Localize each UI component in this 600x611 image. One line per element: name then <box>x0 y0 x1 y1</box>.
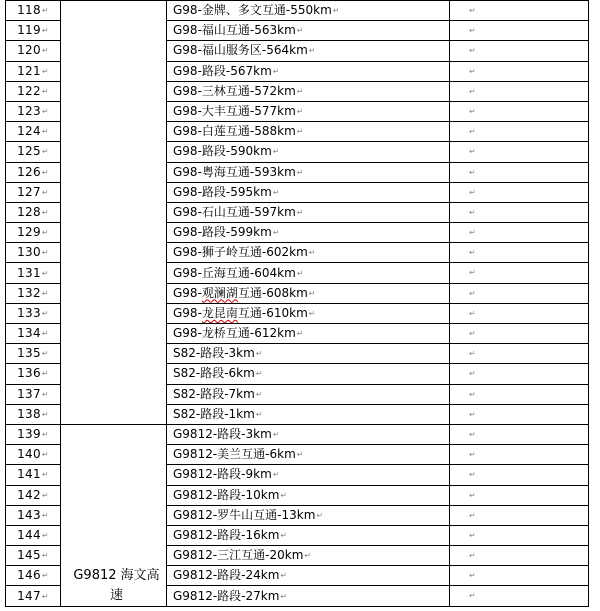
route-group-cell <box>61 424 167 606</box>
paragraph-mark: ↵ <box>41 86 49 96</box>
empty-cell <box>450 162 589 182</box>
empty-cell <box>450 566 589 586</box>
row-number-cell <box>6 364 61 384</box>
paragraph-mark: ↵ <box>469 329 476 338</box>
location-text: G98-大丰互通-577km <box>173 104 296 119</box>
row-number-cell <box>6 1 61 21</box>
row-number-cell <box>6 182 61 202</box>
location-text: G9812-罗牛山互通-13km <box>173 507 316 522</box>
paragraph-mark: ↵ <box>41 268 49 278</box>
paragraph-mark: ↵ <box>41 430 49 440</box>
empty-cell <box>450 21 589 41</box>
paragraph-mark: ↵ <box>469 591 476 601</box>
paragraph-mark: ↵ <box>41 571 49 581</box>
location-cell <box>167 364 450 384</box>
empty-cell <box>450 61 589 81</box>
row-number: 140 <box>17 447 41 462</box>
row-number: 127 <box>17 184 41 199</box>
paragraph-mark: ↵ <box>308 248 316 258</box>
location-cell <box>167 101 450 121</box>
row-number-cell <box>6 142 61 162</box>
paragraph-mark: ↵ <box>296 450 304 460</box>
row-number-cell <box>6 505 61 525</box>
location-text: S82-路段-6km <box>173 366 255 381</box>
location-text: G98-观澜湖互通-608km <box>173 285 308 300</box>
paragraph-mark: ↵ <box>41 167 49 177</box>
row-number-cell <box>6 41 61 61</box>
paragraph-mark: ↵ <box>272 147 280 157</box>
row-number: 135 <box>17 346 41 361</box>
paragraph-mark: ↵ <box>41 187 49 197</box>
paragraph-mark: ↵ <box>332 6 340 16</box>
paragraph-mark: ↵ <box>469 551 476 561</box>
row-number: 134 <box>17 326 41 341</box>
row-number-cell <box>6 525 61 545</box>
row-number: 136 <box>17 366 41 381</box>
location-cell <box>167 303 450 323</box>
location-text: G98-龙昆南互通-610km <box>173 305 308 320</box>
location-text: S82-路段-7km <box>173 386 255 401</box>
row-number: 124 <box>17 124 41 139</box>
empty-cell <box>450 505 589 525</box>
row-number-cell <box>6 61 61 81</box>
paragraph-mark: ↵ <box>41 46 49 56</box>
empty-cell <box>450 1 589 21</box>
paragraph-mark: ↵ <box>41 369 49 379</box>
empty-cell <box>450 404 589 424</box>
paragraph-mark: ↵ <box>41 591 49 601</box>
row-number: 144 <box>17 527 41 542</box>
table-body <box>6 1 589 607</box>
row-number-cell <box>6 101 61 121</box>
paragraph-mark: ↵ <box>280 490 288 500</box>
empty-cell <box>450 445 589 465</box>
row-number-cell <box>6 424 61 444</box>
empty-cell <box>450 586 589 606</box>
empty-cell <box>450 364 589 384</box>
row-number: 132 <box>17 285 41 300</box>
location-cell <box>167 404 450 424</box>
row-number: 126 <box>17 164 41 179</box>
row-number: 129 <box>17 225 41 240</box>
table-row <box>6 1 589 21</box>
empty-cell <box>450 101 589 121</box>
empty-cell <box>450 81 589 101</box>
location-text: G98-路段-567km <box>173 63 272 78</box>
empty-cell <box>450 384 589 404</box>
row-number-cell <box>6 21 61 41</box>
paragraph-mark: ↵ <box>272 430 280 440</box>
location-cell <box>167 505 450 525</box>
paragraph-mark: ↵ <box>41 409 49 419</box>
spellcheck-underline: 龙昆南 <box>201 305 238 320</box>
paragraph-mark: ↵ <box>469 349 476 359</box>
paragraph-mark: ↵ <box>41 6 49 16</box>
location-cell <box>167 21 450 41</box>
paragraph-mark: ↵ <box>41 66 49 76</box>
paragraph-mark: ↵ <box>296 26 304 36</box>
row-number: 145 <box>17 548 41 563</box>
paragraph-mark: ↵ <box>41 389 49 399</box>
location-cell <box>167 283 450 303</box>
empty-cell <box>450 202 589 222</box>
paragraph-mark: ↵ <box>41 510 49 520</box>
paragraph-mark: ↵ <box>41 26 49 36</box>
row-number-cell <box>6 263 61 283</box>
paragraph-mark: ↵ <box>469 450 476 460</box>
paragraph-mark: ↵ <box>41 248 49 258</box>
empty-cell <box>450 142 589 162</box>
location-cell <box>167 566 450 586</box>
paragraph-mark: ↵ <box>304 551 312 561</box>
empty-cell <box>450 223 589 243</box>
location-text: G9812-路段-27km <box>173 588 280 603</box>
location-cell <box>167 243 450 263</box>
location-cell <box>167 586 450 606</box>
row-number: 139 <box>17 427 41 442</box>
location-text: G98-路段-595km <box>173 184 272 199</box>
paragraph-mark: ↵ <box>469 510 476 520</box>
location-text: G98-狮子岭互通-602km <box>173 245 308 260</box>
paragraph-mark: ↵ <box>280 571 288 581</box>
location-text: G9812-三江互通-20km <box>173 548 304 563</box>
spellcheck-underline: 观澜湖 <box>201 285 238 300</box>
paragraph-mark: ↵ <box>469 288 476 298</box>
paragraph-mark: ↵ <box>41 470 49 480</box>
location-table <box>5 0 589 607</box>
row-number: 133 <box>17 305 41 320</box>
row-number-cell <box>6 546 61 566</box>
row-number-cell <box>6 81 61 101</box>
row-number: 121 <box>17 63 41 78</box>
empty-cell <box>450 525 589 545</box>
paragraph-mark: ↵ <box>41 107 49 117</box>
location-text: G9812-路段-16km <box>173 527 280 542</box>
paragraph-mark: ↵ <box>469 490 476 500</box>
row-number-cell <box>6 404 61 424</box>
paragraph-mark: ↵ <box>469 228 476 238</box>
paragraph-mark: ↵ <box>41 308 49 318</box>
location-text: S82-路段-1km <box>173 406 255 421</box>
paragraph-mark: ↵ <box>41 450 49 460</box>
paragraph-mark: ↵ <box>469 6 476 15</box>
paragraph-mark: ↵ <box>255 369 263 379</box>
row-number-cell <box>6 324 61 344</box>
location-cell <box>167 424 450 444</box>
row-number-cell <box>6 223 61 243</box>
location-cell <box>167 525 450 545</box>
paragraph-mark: ↵ <box>469 86 476 96</box>
location-cell <box>167 61 450 81</box>
paragraph-mark: ↵ <box>296 127 304 137</box>
row-number-cell <box>6 344 61 364</box>
paragraph-mark: ↵ <box>296 86 304 96</box>
row-number: 123 <box>17 104 41 119</box>
paragraph-mark: ↵ <box>469 470 476 480</box>
paragraph-mark: ↵ <box>255 409 263 419</box>
row-number: 120 <box>17 43 41 58</box>
paragraph-mark: ↵ <box>469 530 476 540</box>
paragraph-mark: ↵ <box>469 127 476 137</box>
paragraph-mark: ↵ <box>280 530 288 540</box>
row-number-cell <box>6 586 61 606</box>
location-cell <box>167 223 450 243</box>
location-text: G98-丘海互通-604km <box>173 265 296 280</box>
paragraph-mark: ↵ <box>272 66 280 76</box>
row-number-cell <box>6 162 61 182</box>
paragraph-mark: ↵ <box>272 187 280 197</box>
location-cell <box>167 81 450 101</box>
row-number-cell <box>6 445 61 465</box>
row-number: 122 <box>17 83 41 98</box>
row-number: 130 <box>17 245 41 260</box>
row-number: 143 <box>17 507 41 522</box>
location-text: G98-三林互通-572km <box>173 83 296 98</box>
location-text: G9812-路段-9km <box>173 467 272 482</box>
row-number: 138 <box>17 406 41 421</box>
paragraph-mark: ↵ <box>296 107 304 117</box>
location-cell <box>167 384 450 404</box>
paragraph-mark: ↵ <box>272 228 280 238</box>
location-cell <box>167 445 450 465</box>
empty-cell <box>450 485 589 505</box>
paragraph-mark: ↵ <box>255 389 263 399</box>
row-number: 147 <box>17 588 41 603</box>
paragraph-mark: ↵ <box>469 571 476 581</box>
paragraph-mark: ↵ <box>272 470 280 480</box>
location-cell <box>167 142 450 162</box>
paragraph-mark: ↵ <box>469 308 476 318</box>
row-number-cell <box>6 384 61 404</box>
location-cell <box>167 162 450 182</box>
location-text: G98-路段-590km <box>173 144 272 159</box>
location-cell <box>167 263 450 283</box>
paragraph-mark: ↵ <box>296 207 304 217</box>
paragraph-mark: ↵ <box>469 187 476 197</box>
location-text: G98-福山互通-563km <box>173 23 296 38</box>
route-group-label: G9812 海文高速 <box>73 567 160 603</box>
paragraph-mark: ↵ <box>41 288 49 298</box>
table-row <box>6 424 589 444</box>
empty-cell <box>450 546 589 566</box>
paragraph-mark: ↵ <box>255 349 263 359</box>
empty-cell <box>450 283 589 303</box>
paragraph-mark: ↵ <box>308 46 316 56</box>
paragraph-mark: ↵ <box>469 46 476 56</box>
row-number: 146 <box>17 568 41 583</box>
paragraph-mark: ↵ <box>308 308 316 318</box>
paragraph-mark: ↵ <box>469 26 476 36</box>
location-cell <box>167 202 450 222</box>
empty-cell <box>450 243 589 263</box>
location-text: G98-粤海互通-593km <box>173 164 296 179</box>
paragraph-mark: ↵ <box>296 268 304 278</box>
location-cell <box>167 122 450 142</box>
location-text: G98-路段-599km <box>173 225 272 240</box>
location-cell <box>167 485 450 505</box>
location-cell <box>167 324 450 344</box>
row-number: 131 <box>17 265 41 280</box>
empty-cell <box>450 344 589 364</box>
location-cell <box>167 344 450 364</box>
row-number: 128 <box>17 204 41 219</box>
empty-cell <box>450 41 589 61</box>
paragraph-mark: ↵ <box>41 551 49 561</box>
route-cell <box>61 1 167 425</box>
paragraph-mark: ↵ <box>41 147 49 157</box>
paragraph-mark: ↵ <box>469 429 476 439</box>
empty-cell <box>450 424 589 444</box>
paragraph-mark: ↵ <box>41 329 49 339</box>
row-number-cell <box>6 566 61 586</box>
row-number: 125 <box>17 144 41 159</box>
location-text: G9812-路段-24km <box>173 568 280 583</box>
paragraph-mark: ↵ <box>469 268 476 278</box>
row-number: 142 <box>17 487 41 502</box>
location-cell <box>167 41 450 61</box>
paragraph-mark: ↵ <box>469 409 476 419</box>
empty-cell <box>450 303 589 323</box>
row-number-cell <box>6 202 61 222</box>
paragraph-mark: ↵ <box>41 530 49 540</box>
location-cell <box>167 546 450 566</box>
paragraph-mark: ↵ <box>41 349 49 359</box>
row-number-cell <box>6 485 61 505</box>
paragraph-mark: ↵ <box>316 510 324 520</box>
paragraph-mark: ↵ <box>469 248 476 258</box>
empty-cell <box>450 324 589 344</box>
location-text: G9812-路段-10km <box>173 487 280 502</box>
location-text: G98-龙桥互通-612km <box>173 326 296 341</box>
paragraph-mark: ↵ <box>41 490 49 500</box>
paragraph-mark: ↵ <box>469 207 476 217</box>
paragraph-mark: ↵ <box>41 207 49 217</box>
row-number-cell <box>6 283 61 303</box>
location-text: G9812-路段-3km <box>173 427 272 442</box>
paragraph-mark: ↵ <box>469 66 476 76</box>
location-cell <box>167 465 450 485</box>
location-text: G98-石山互通-597km <box>173 204 296 219</box>
paragraph-mark: ↵ <box>280 591 288 601</box>
location-text: G9812-美兰互通-6km <box>173 447 296 462</box>
empty-cell <box>450 465 589 485</box>
paragraph-mark: ↵ <box>296 329 304 339</box>
location-text: S82-路段-3km <box>173 346 255 361</box>
empty-cell <box>450 182 589 202</box>
row-number-cell <box>6 243 61 263</box>
row-number: 137 <box>17 386 41 401</box>
row-number: 141 <box>17 467 41 482</box>
row-number: 119 <box>17 23 41 38</box>
location-text: G98-白莲互通-588km <box>173 124 296 139</box>
location-cell <box>167 1 450 21</box>
paragraph-mark: ↵ <box>296 167 304 177</box>
empty-cell <box>450 122 589 142</box>
paragraph-mark: ↵ <box>469 147 476 157</box>
row-number-cell <box>6 122 61 142</box>
empty-cell <box>450 263 589 283</box>
row-number-cell <box>6 303 61 323</box>
paragraph-mark: ↵ <box>41 228 49 238</box>
paragraph-mark: ↵ <box>308 288 316 298</box>
location-text: G98-金牌、多文互通-550km <box>173 3 332 18</box>
location-cell <box>167 182 450 202</box>
paragraph-mark: ↵ <box>469 369 476 379</box>
paragraph-mark: ↵ <box>41 127 49 137</box>
row-number-cell <box>6 465 61 485</box>
location-text: G98-福山服务区-564km <box>173 43 308 58</box>
row-number: 118 <box>17 3 41 18</box>
paragraph-mark: ↵ <box>469 106 476 116</box>
paragraph-mark: ↵ <box>469 167 476 177</box>
paragraph-mark: ↵ <box>469 389 476 399</box>
